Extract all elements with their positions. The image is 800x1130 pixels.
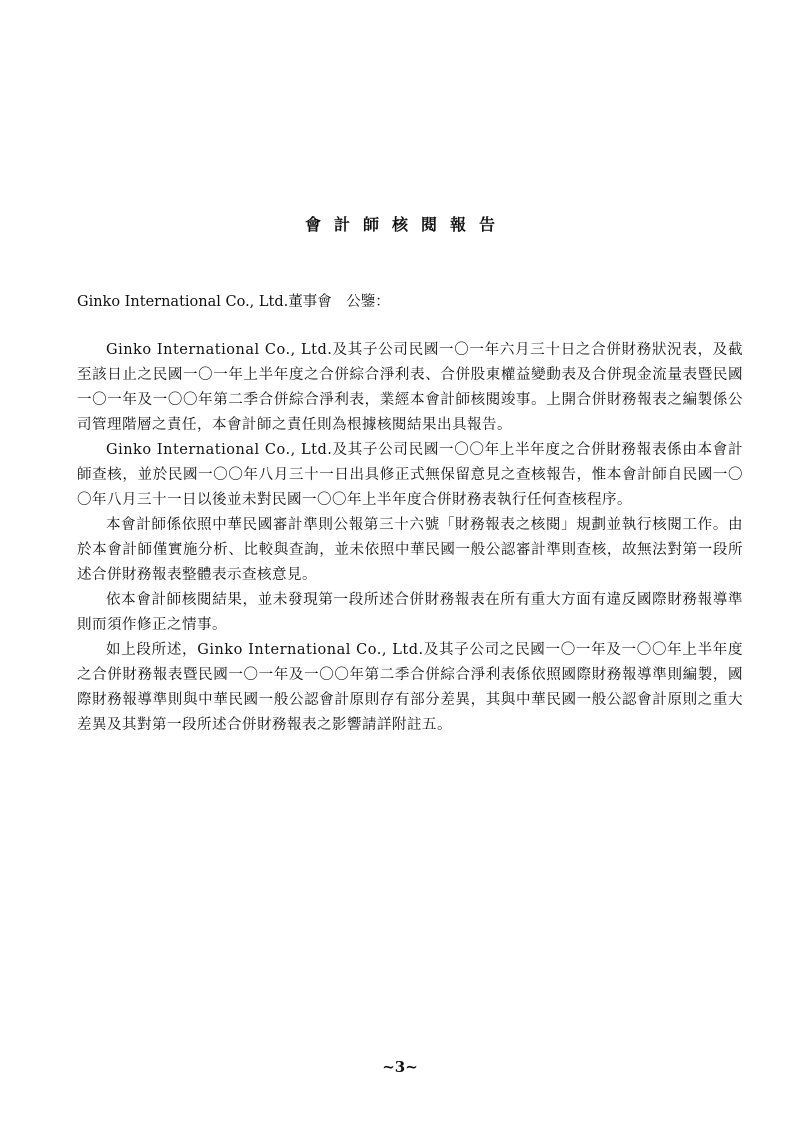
report-body: [77, 338, 743, 738]
paragraph-prior-year: Ginko International Co., Ltd.及其子公司民國一〇〇年上半年度之合併財務報表係由本會計師查核，並於民國一〇〇年八月三十一日出具修正式無保留意見之查核報告，惟本會計師自民國一〇〇年八月三十一日以後並未對民國一〇〇年上半年度合併財務表執行任何查核程序。: [77, 442, 743, 508]
paragraph-conclusion: 依本會計師核閱結果，並未發現第一段所述合併財務報表在所有重大方面有違反國際財務報導準則而須作修正之情事。: [77, 592, 743, 633]
paragraph-scope: Ginko International Co., Ltd.及其子公司民國一〇一年六月三十日之合併財務狀況表，及截至該日止之民國一〇一年上半年度之合併綜合淨利表、合併股東權益變動表及合併現金流量表暨民國一〇一年及一〇〇年第二季合併綜合淨利表，業經本會計師核閱竣事。上開合併財務報表之編製係公司管理階層之責任，本會計師之責任則為根據核閱結果出具報告。: [77, 342, 743, 433]
paragraph-ifrs-differences: 如上段所述，Ginko International Co., Ltd.及其子公司之民國一〇一年及一〇〇年上半年度之合併財務報表暨民國一〇一年及一〇〇年第二季合併綜合淨利表係依照國際財務報導準則編製，國際財務報導準則與中華民國一般公認會計原則存有部分差異，其與中華民國一般公認會計原則之重大差異及其對第一段所述合併財務報表之影響請詳附註五。: [77, 642, 743, 733]
page-number: ~3~: [382, 1058, 418, 1076]
paragraph-review-basis: 本會計師係依照中華民國審計準則公報第三十六號「財務報表之核閱」規劃並執行核閱工作。由於本會計師僅實施分析、比較與查詢，並未依照中華民國一般公認審計準則查核，故無法對第一段所述合併財務報表整體表示查核意見。: [77, 517, 743, 583]
page-title: 會計師核閱報告: [304, 215, 508, 234]
salutation: Ginko International Co., Ltd.董事會 公鑒：: [77, 294, 390, 310]
